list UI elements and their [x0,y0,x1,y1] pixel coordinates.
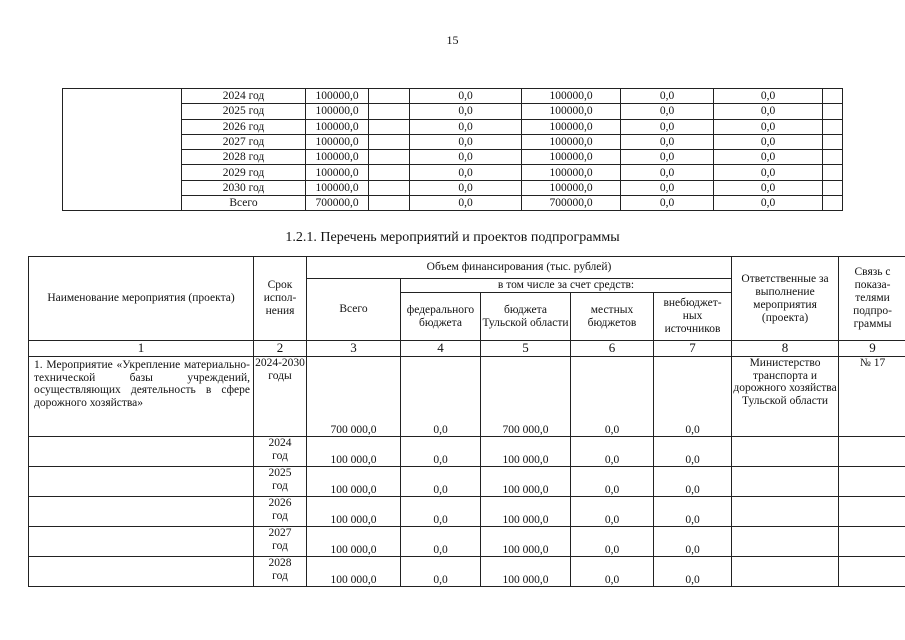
year-total: 100 000,0 [307,467,401,497]
year-suffix: год [272,539,288,552]
activity-extra: 0,0 [654,357,732,437]
header-extra: внебюджет-ных источников [654,293,732,341]
year-cell: 2026 год [182,119,306,134]
table-row [63,89,843,104]
year-extra: 0,0 [654,557,732,587]
activity-total: 700 000,0 [307,357,401,437]
year-federal: 0,0 [401,467,481,497]
federal-cell: 0,0 [410,165,522,180]
empty-cell [839,437,905,467]
local-cell: 0,0 [621,150,714,165]
empty-cell [369,104,410,119]
local-cell: 0,0 [621,134,714,149]
year-local: 0,0 [571,557,654,587]
year-cell: 2028 год [182,150,306,165]
year-local: 0,0 [571,527,654,557]
year-cell [254,437,307,467]
column-number: 1 [29,341,254,357]
column-number: 9 [839,341,905,357]
empty-cell [369,180,410,195]
empty-cell [732,557,839,587]
federal-cell: 0,0 [410,134,522,149]
total-cell: 100000,0 [306,180,369,195]
column-number: 2 [254,341,307,357]
total-cell: 100000,0 [306,104,369,119]
activity-row [29,357,905,437]
column-number: 3 [307,341,401,357]
activity-local: 0,0 [571,357,654,437]
activity-federal: 0,0 [401,357,481,437]
regional-cell: 100000,0 [522,119,621,134]
empty-cell [823,165,843,180]
header-including: в том числе за счет средств: [401,279,732,293]
year-cell: 2029 год [182,165,306,180]
year-regional: 100 000,0 [481,557,571,587]
regional-cell: 700000,0 [522,196,621,211]
year-suffix: год [272,569,288,582]
year-extra: 0,0 [654,467,732,497]
section-title: 1.2.1. Перечень мероприятий и проектов подпрограммы [285,230,620,245]
empty-cell [732,467,839,497]
local-cell: 0,0 [621,196,714,211]
regional-cell: 100000,0 [522,165,621,180]
extra-cell: 0,0 [714,89,823,104]
total-cell: 100000,0 [306,150,369,165]
year-suffix: год [272,479,288,492]
header-name: Наименование мероприятия (проекта) [29,257,254,341]
year-row [29,497,905,527]
empty-cell [369,150,410,165]
funding-continuation-table [62,88,843,211]
empty-cell [29,437,254,467]
empty-cell [839,557,905,587]
column-number-row [29,341,905,357]
header-local: местных бюджетов [571,293,654,341]
column-number: 6 [571,341,654,357]
regional-cell: 100000,0 [522,104,621,119]
empty-cell [823,119,843,134]
activity-link: № 17 [839,357,905,437]
year-total: 100 000,0 [307,437,401,467]
extra-cell: 0,0 [714,196,823,211]
year-cell: 2024 год [182,89,306,104]
federal-cell: 0,0 [410,150,522,165]
regional-cell: 100000,0 [522,150,621,165]
activity-name: 1. Мероприятие «Укрепление материально-технической базы учреждений, осуществляющих деятельность в сфере дорожного хозяйства» [29,357,254,437]
year-row [29,467,905,497]
empty-cell [29,497,254,527]
header-regional: бюджета Тульской области [481,293,571,341]
year-total: 100 000,0 [307,527,401,557]
year-local: 0,0 [571,467,654,497]
empty-cell [823,196,843,211]
year-cell [254,467,307,497]
year-suffix: год [272,509,288,522]
column-number: 8 [732,341,839,357]
year-row [29,557,905,587]
year-cell: 2030 год [182,180,306,195]
page-number: 15 [446,33,459,47]
header-term: Срок испол-нения [254,257,307,341]
local-cell: 0,0 [621,104,714,119]
empty-cell [823,134,843,149]
empty-cell [369,165,410,180]
header-federal: федерального бюджета [401,293,481,341]
activity-regional: 700 000,0 [481,357,571,437]
year-extra: 0,0 [654,497,732,527]
year-number: 2026 [268,497,292,509]
year-extra: 0,0 [654,527,732,557]
empty-cell [732,497,839,527]
local-cell: 0,0 [621,165,714,180]
federal-cell: 0,0 [410,196,522,211]
year-extra: 0,0 [654,437,732,467]
blank-cell [63,89,182,211]
year-federal: 0,0 [401,557,481,587]
header-funding: Объем финансирования (тыс. рублей) [307,257,732,279]
year-regional: 100 000,0 [481,497,571,527]
local-cell: 0,0 [621,180,714,195]
empty-cell [369,134,410,149]
year-cell: 2025 год [182,104,306,119]
total-cell: 100000,0 [306,119,369,134]
empty-cell [823,89,843,104]
empty-cell [823,150,843,165]
total-cell: 100000,0 [306,89,369,104]
extra-cell: 0,0 [714,180,823,195]
year-number: 2025 [268,467,292,479]
local-cell: 0,0 [621,119,714,134]
activity-responsible: Министерство транспорта и дорожного хозяйства Тульской области [732,357,839,437]
empty-cell [839,497,905,527]
extra-cell: 0,0 [714,165,823,180]
header-responsible: Ответственные за выполнение мероприятия (проекта) [732,257,839,341]
empty-cell [732,437,839,467]
year-total: 100 000,0 [307,557,401,587]
empty-cell [839,467,905,497]
year-regional: 100 000,0 [481,527,571,557]
header-total: Всего [307,279,401,341]
year-regional: 100 000,0 [481,467,571,497]
year-row [29,527,905,557]
year-cell: Всего [182,196,306,211]
year-total: 100 000,0 [307,497,401,527]
regional-cell: 100000,0 [522,180,621,195]
activities-table [28,256,905,587]
empty-cell [823,104,843,119]
empty-cell [369,119,410,134]
column-number: 7 [654,341,732,357]
year-cell [254,557,307,587]
year-federal: 0,0 [401,497,481,527]
empty-cell [823,180,843,195]
local-cell: 0,0 [621,89,714,104]
year-federal: 0,0 [401,437,481,467]
empty-cell [369,196,410,211]
total-cell: 700000,0 [306,196,369,211]
year-federal: 0,0 [401,527,481,557]
activity-term: 2024-2030 годы [254,357,307,437]
empty-cell [29,557,254,587]
empty-cell [369,89,410,104]
column-number: 5 [481,341,571,357]
extra-cell: 0,0 [714,150,823,165]
header-link: Связь с показа-телями подпро-граммы [839,257,905,341]
year-cell [254,497,307,527]
year-number: 2027 [268,527,292,539]
year-local: 0,0 [571,497,654,527]
extra-cell: 0,0 [714,104,823,119]
regional-cell: 100000,0 [522,134,621,149]
federal-cell: 0,0 [410,180,522,195]
federal-cell: 0,0 [410,104,522,119]
extra-cell: 0,0 [714,134,823,149]
year-local: 0,0 [571,437,654,467]
total-cell: 100000,0 [306,134,369,149]
empty-cell [29,467,254,497]
year-number: 2028 [268,557,292,569]
empty-cell [732,527,839,557]
regional-cell: 100000,0 [522,89,621,104]
total-cell: 100000,0 [306,165,369,180]
federal-cell: 0,0 [410,89,522,104]
year-suffix: год [272,449,288,462]
year-cell [254,527,307,557]
year-cell: 2027 год [182,134,306,149]
empty-cell [29,527,254,557]
year-number: 2024 [268,437,292,449]
year-regional: 100 000,0 [481,437,571,467]
extra-cell: 0,0 [714,119,823,134]
federal-cell: 0,0 [410,119,522,134]
empty-cell [839,527,905,557]
column-number: 4 [401,341,481,357]
year-row [29,437,905,467]
